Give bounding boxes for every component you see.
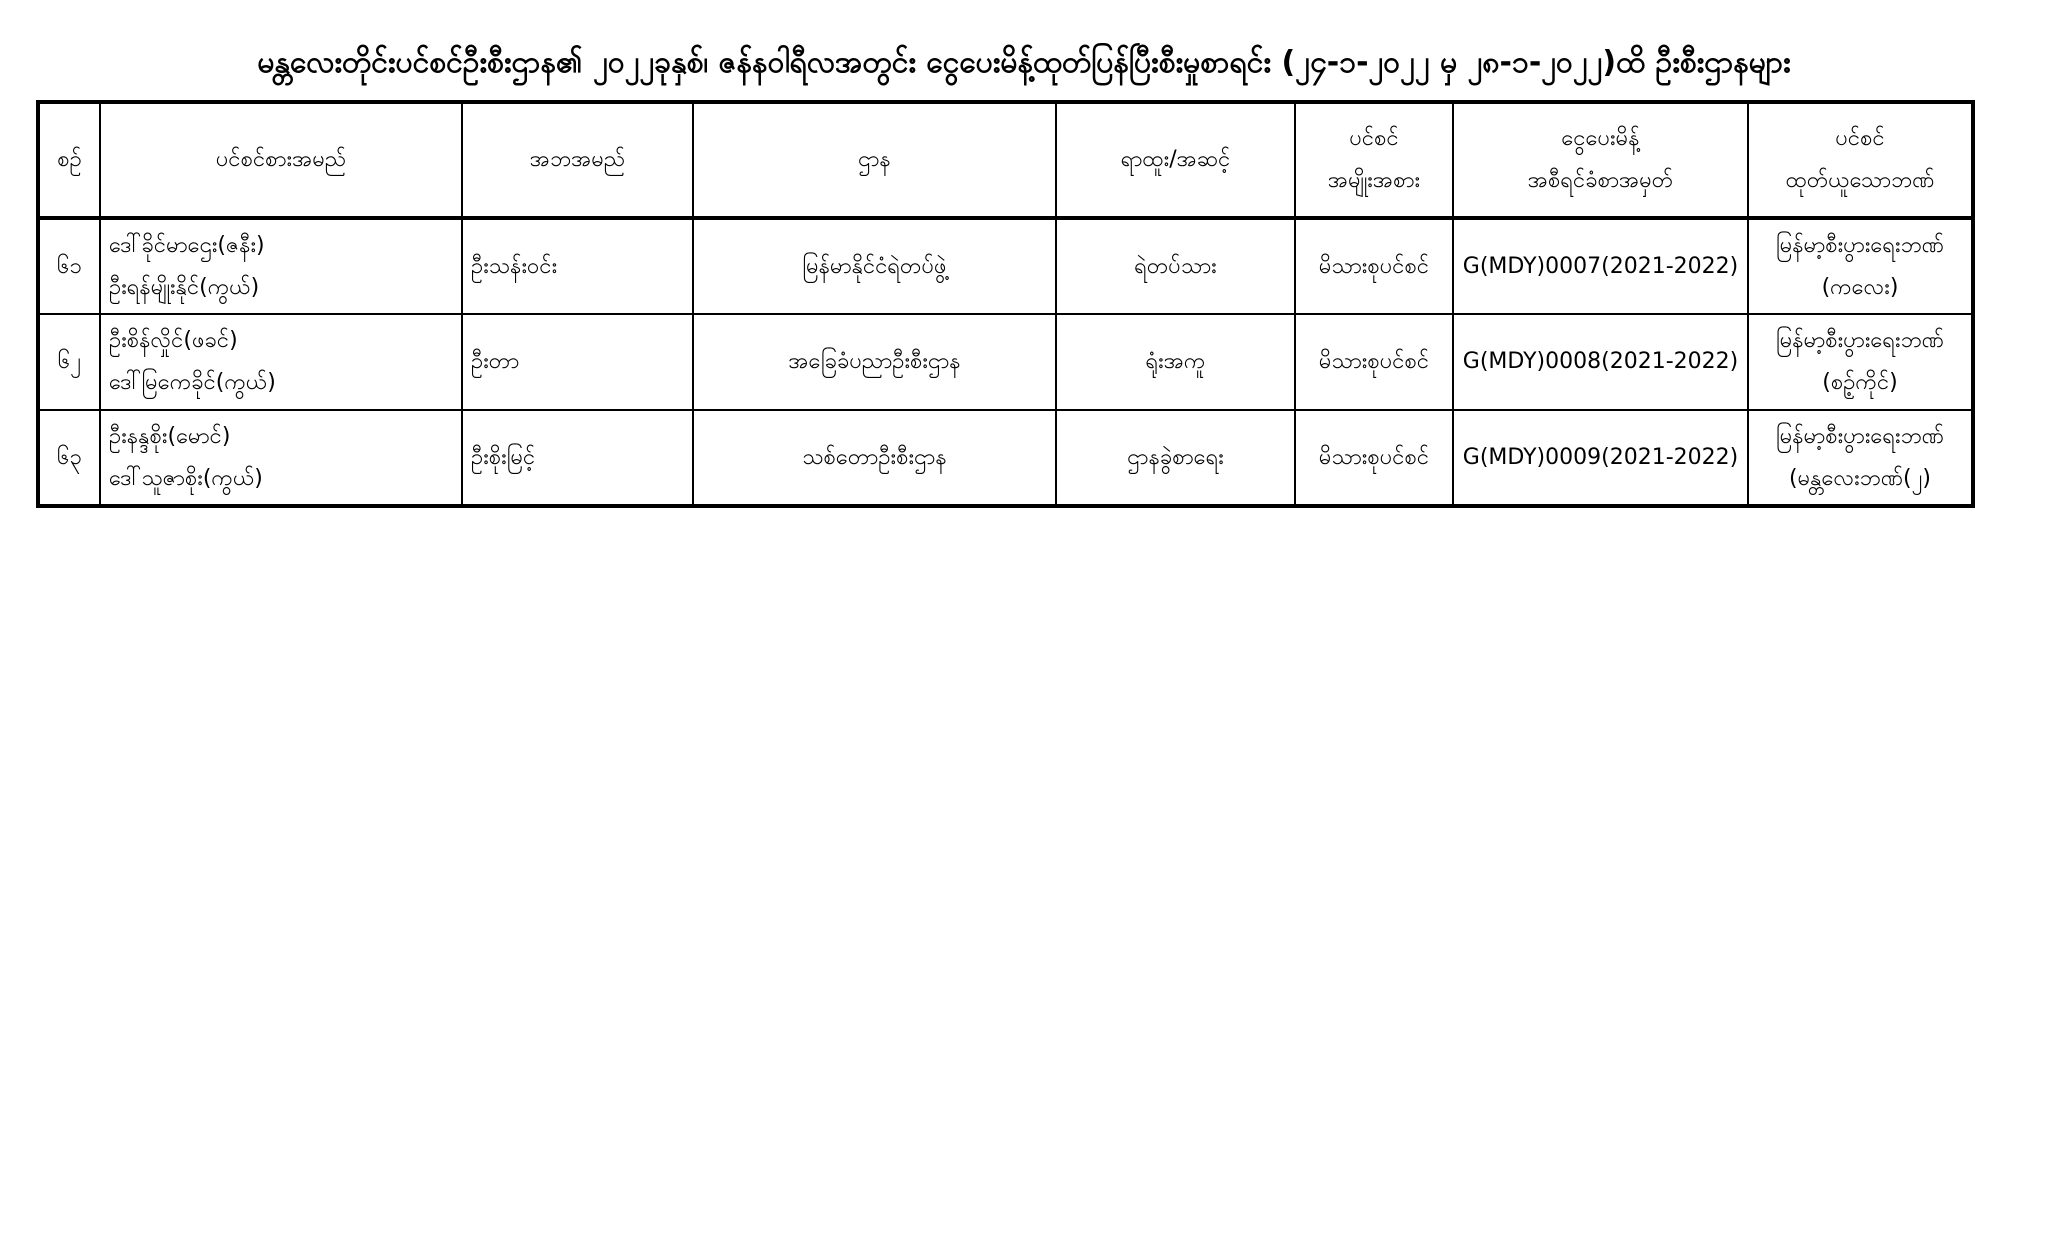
header-department: ဌာန — [693, 102, 1056, 218]
table-row — [38, 410, 1973, 506]
father-name-cell: ဦးသန်းဝင်း — [462, 218, 693, 314]
pensioner-name-cell: ဒေါ်ခိုင်မာဌေး(ဇနီး) ဦးရန်မျိုးနိုင်(ကွယ်) — [100, 218, 462, 314]
header-pension-type: ပင်စင် အမျိုးအစား — [1295, 102, 1453, 218]
header-bank: ပင်စင် ထုတ်ယူသောဘဏ် — [1748, 102, 1973, 218]
page-title: မန္တလေးတိုင်းပင်စင်ဦးစီးဌာန၏ ၂၀၂၂ခုနှစ်၊ ဇန်နဝါရီလအတွင်း ငွေပေးမိန့်ထုတ်ပြန်ပြီးစီးမှုစာရင်း (၂၄-၁-၂၀၂၂ မှ ၂၈-၁-၂၀၂၂)ထိ ဦးစီးဌာနများ — [257, 45, 1791, 80]
table-row — [38, 218, 1973, 314]
header-report-number: ငွေပေးမိန့် အစီရင်ခံစာအမှတ် — [1453, 102, 1748, 218]
father-name-cell: ဦးတာ — [462, 314, 693, 410]
bank-cell: မြန်မာ့စီးပွားရေးဘဏ် (စဥ့်ကိုင်) — [1748, 314, 1973, 410]
header-row — [38, 102, 1973, 218]
pension-payment-table — [36, 100, 1975, 508]
table-row — [38, 314, 1973, 410]
header-father-name: အဘအမည် — [462, 102, 693, 218]
pension-type-cell: မိသားစုပင်စင် — [1295, 410, 1453, 506]
serial-no-cell: ၆၁ — [38, 218, 100, 314]
header-pensioner-name: ပင်စင်စားအမည် — [100, 102, 462, 218]
header-rank: ရာထူး/အဆင့် — [1056, 102, 1295, 218]
pensioner-name-cell: ဦးစိန်လှိုင်(ဖခင်) ဒေါ်မြကေခိုင်(ကွယ်) — [100, 314, 462, 410]
pension-type-cell: မိသားစုပင်စင် — [1295, 314, 1453, 410]
pension-type-cell: မိသားစုပင်စင် — [1295, 218, 1453, 314]
department-cell: မြန်မာနိုင်ငံရဲတပ်ဖွဲ့ — [693, 218, 1056, 314]
department-cell: အခြေခံပညာဦးစီးဌာန — [693, 314, 1056, 410]
report-number-cell: G(MDY)0008(2021-2022) — [1453, 314, 1748, 410]
serial-no-cell: ၆၃ — [38, 410, 100, 506]
report-number-cell: G(MDY)0007(2021-2022) — [1453, 218, 1748, 314]
header-serial-no: စဉ် — [38, 102, 100, 218]
rank-cell: ရုံးအကူ — [1056, 314, 1295, 410]
bank-cell: မြန်မာ့စီးပွားရေးဘဏ် (ကလေး) — [1748, 218, 1973, 314]
serial-no-cell: ၆၂ — [38, 314, 100, 410]
report-number-cell: G(MDY)0009(2021-2022) — [1453, 410, 1748, 506]
department-cell: သစ်တောဦးစီးဌာန — [693, 410, 1056, 506]
father-name-cell: ဦးစိုးမြင့် — [462, 410, 693, 506]
rank-cell: ဌာနခွဲစာရေး — [1056, 410, 1295, 506]
pensioner-name-cell: ဦးနန္ဒစိုး(မောင်) ဒေါ်သူဇာစိုး(ကွယ်) — [100, 410, 462, 506]
rank-cell: ရဲတပ်သား — [1056, 218, 1295, 314]
bank-cell: မြန်မာ့စီးပွားရေးဘဏ် (မန္တလေးဘဏ်(၂) — [1748, 410, 1973, 506]
